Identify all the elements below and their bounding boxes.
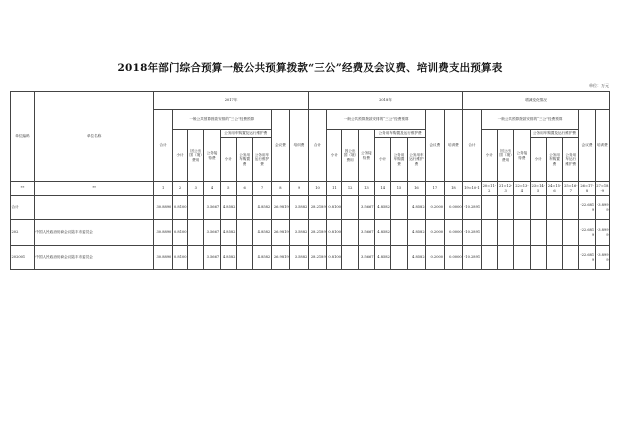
header-unit-name: 单位名称: [34, 92, 154, 182]
header-vehicle-purchase: 公务用车购置费: [236, 138, 252, 182]
amount-cell: 4.8582: [220, 246, 236, 270]
column-number-cell: 14: [375, 182, 391, 196]
column-number-cell: 22=13-4: [514, 182, 530, 196]
table-row: [11, 246, 610, 270]
amount-cell: 0.2000: [426, 196, 444, 220]
column-number-cell: 2: [172, 182, 187, 196]
amount-cell: 0.2000: [426, 246, 444, 270]
unit-code-cell: 202: [11, 220, 35, 246]
amount-cell: [391, 246, 407, 270]
header-total: 合计: [463, 110, 481, 182]
amount-cell: 26.9819: [271, 196, 289, 220]
amount-cell: 0.0000: [444, 220, 463, 246]
header-unit-code: 单位编码: [11, 92, 35, 182]
header-vehicle-purchase: 公务用车购置费: [546, 138, 562, 182]
amount-cell: 3.5882: [290, 196, 309, 220]
amount-cell: 26.9819: [271, 246, 289, 270]
amount-cell: [546, 246, 562, 270]
column-number-cell: 21=12-3: [497, 182, 513, 196]
column-number-cell: 7: [253, 182, 271, 196]
amount-cell: -22.6819: [579, 246, 595, 270]
amount-cell: [563, 196, 579, 220]
amount-cell: 0.8100: [327, 220, 342, 246]
amount-cell: [497, 220, 513, 246]
column-number-cell: 17: [426, 182, 444, 196]
column-number-cell: 12: [342, 182, 358, 196]
amount-cell: 3.5667: [204, 196, 220, 220]
header-subtotal: 小计: [220, 138, 236, 182]
amount-cell: 4.8582: [253, 220, 271, 246]
unit-label: 单位：万元: [589, 83, 609, 88]
column-number-cell: 19=10-1: [463, 182, 481, 196]
amount-cell: [481, 196, 497, 220]
column-number-cell: 5: [220, 182, 236, 196]
header-vehicle-run: 公务用车运行维护费: [407, 138, 425, 182]
amount-cell: [563, 246, 579, 270]
amount-cell: -22.6819: [579, 196, 595, 220]
header-training: 培训费: [595, 110, 609, 182]
header-vehicle-run: 公务用车运行维护费: [563, 138, 579, 182]
column-number-cell: 24=15-6: [546, 182, 562, 196]
amount-cell: [391, 196, 407, 220]
amount-cell: [497, 196, 513, 220]
column-number-cell: 18: [444, 182, 463, 196]
amount-cell: 3.5882: [290, 246, 309, 270]
amount-cell: 3.5667: [358, 220, 374, 246]
header-subtotal: 小计: [172, 130, 187, 182]
amount-cell: 4.8582: [253, 196, 271, 220]
amount-cell: 0.8100: [172, 196, 187, 220]
column-number-cell: **: [11, 182, 35, 196]
amount-cell: 3.5667: [204, 220, 220, 246]
amount-cell: 4.8582: [220, 196, 236, 220]
amount-cell: [342, 220, 358, 246]
column-number-cell: 6: [236, 182, 252, 196]
amount-cell: -10.2891: [463, 246, 481, 270]
header-vehicle-run: 公务用车运行维护费: [253, 138, 271, 182]
amount-cell: 30.8890: [154, 196, 172, 220]
amount-cell: [546, 220, 562, 246]
header-meeting: 会议费: [271, 110, 289, 182]
amount-cell: 0.8100: [172, 220, 187, 246]
header-subtotal: 小计: [327, 130, 342, 182]
header-year-2017: 2017年: [154, 92, 308, 110]
header-reception: 公务接待费: [204, 130, 220, 182]
amount-cell: [546, 196, 562, 220]
header-sangong: 一般公共预算拨款安排的“三公”经费预算: [481, 110, 579, 130]
column-number-cell: 15: [391, 182, 407, 196]
amount-cell: [514, 196, 530, 220]
header-abroad: 因公出国（境）费用: [188, 130, 204, 182]
amount-cell: 30.8890: [154, 246, 172, 270]
header-vehicle-purchase: 公务用车购置费: [391, 138, 407, 182]
header-subtotal: 小计: [530, 138, 546, 182]
unit-code-cell: 202001: [11, 246, 35, 270]
header-subtotal: 小计: [375, 138, 391, 182]
header-total: 合计: [154, 110, 172, 182]
column-number-cell: 23=14-5: [530, 182, 546, 196]
amount-cell: 4.8582: [407, 246, 425, 270]
unit-code-cell: 合计: [11, 196, 35, 220]
header-abroad: 因公出国（境）费用: [342, 130, 358, 182]
header-training: 培训费: [290, 110, 309, 182]
amount-cell: [563, 220, 579, 246]
amount-cell: -10.2891: [463, 196, 481, 220]
column-number-row: [11, 182, 610, 196]
amount-cell: [342, 246, 358, 270]
header-sangong: 一般公共预算拨款安排的“三公”经费预算: [172, 110, 271, 130]
amount-cell: -3.8999: [595, 196, 609, 220]
amount-cell: 4.8582: [375, 220, 391, 246]
amount-cell: 0.0000: [444, 246, 463, 270]
amount-cell: [342, 196, 358, 220]
amount-cell: [530, 220, 546, 246]
header-sangong: 一般公共预算拨款安排的“三公”经费预算: [327, 110, 426, 130]
column-number-cell: 8: [271, 182, 289, 196]
header-meeting: 会议费: [426, 110, 444, 182]
column-number-cell: **: [34, 182, 154, 196]
amount-cell: [497, 246, 513, 270]
column-number-cell: 26=17-8: [579, 182, 595, 196]
column-number-cell: 1: [154, 182, 172, 196]
amount-cell: [188, 196, 204, 220]
amount-cell: [188, 246, 204, 270]
column-number-cell: 10: [308, 182, 326, 196]
amount-cell: 3.5667: [358, 246, 374, 270]
header-vehicle: 公务用车购置及运行维护费: [220, 130, 271, 138]
column-number-cell: 25=16-7: [563, 182, 579, 196]
header-year-2018: 2018年: [308, 92, 462, 110]
amount-cell: 3.5667: [204, 246, 220, 270]
amount-cell: -10.2891: [463, 220, 481, 246]
header-total: 合计: [308, 110, 326, 182]
amount-cell: [514, 246, 530, 270]
unit-name-cell: [34, 196, 154, 220]
amount-cell: 0.0000: [444, 196, 463, 220]
amount-cell: [530, 196, 546, 220]
amount-cell: -3.8999: [595, 246, 609, 270]
column-number-cell: 4: [204, 182, 220, 196]
amount-cell: 4.8582: [375, 196, 391, 220]
amount-cell: 0.2000: [426, 220, 444, 246]
amount-cell: [236, 246, 252, 270]
amount-cell: 30.8890: [154, 220, 172, 246]
amount-cell: 0.8100: [172, 246, 187, 270]
amount-cell: 0.8100: [327, 196, 342, 220]
header-reception: 公务接待费: [514, 130, 530, 182]
amount-cell: -22.6819: [579, 220, 595, 246]
header-reception: 公务接待费: [358, 130, 374, 182]
column-number-cell: 11: [327, 182, 342, 196]
header-vehicle: 公务用车购置及运行维护费: [375, 130, 426, 138]
amount-cell: [530, 246, 546, 270]
amount-cell: 0.8100: [327, 246, 342, 270]
amount-cell: 28.2189: [308, 220, 326, 246]
column-number-cell: 27=18-9: [595, 182, 609, 196]
amount-cell: -3.8999: [595, 220, 609, 246]
header-subtotal: 小计: [481, 130, 497, 182]
unit-name-cell: 中国人民政治协商会议陆丰市委员会: [34, 220, 154, 246]
column-number-cell: 9: [290, 182, 309, 196]
amount-cell: 3.5882: [290, 220, 309, 246]
unit-name-cell: 中国人民政治协商会议陆丰市委员会: [34, 246, 154, 270]
amount-cell: 26.9819: [271, 220, 289, 246]
amount-cell: [481, 220, 497, 246]
amount-cell: [236, 196, 252, 220]
header-training: 培训费: [444, 110, 463, 182]
header-change: 增减变化情况: [463, 92, 610, 110]
amount-cell: [391, 220, 407, 246]
budget-table: [10, 91, 610, 270]
amount-cell: [514, 220, 530, 246]
header-abroad: 因公出国（境）费用: [497, 130, 513, 182]
table-row: [11, 220, 610, 246]
column-number-cell: 16: [407, 182, 425, 196]
table-row: [11, 196, 610, 220]
column-number-cell: 20=11-2: [481, 182, 497, 196]
amount-cell: 4.8582: [220, 220, 236, 246]
amount-cell: 28.2189: [308, 246, 326, 270]
amount-cell: [481, 246, 497, 270]
header-vehicle: 公务用车购置及运行维护费: [530, 130, 579, 138]
amount-cell: 3.5667: [358, 196, 374, 220]
column-number-cell: 3: [188, 182, 204, 196]
amount-cell: 4.8582: [375, 246, 391, 270]
column-number-cell: 13: [358, 182, 374, 196]
amount-cell: 4.8582: [407, 220, 425, 246]
header-meeting: 会议费: [579, 110, 595, 182]
page-title: 2018年部门综合预算一般公共预算拨款“三公”经费及会议费、培训费支出预算表: [117, 62, 503, 74]
amount-cell: [236, 220, 252, 246]
amount-cell: 28.2189: [308, 196, 326, 220]
amount-cell: [188, 220, 204, 246]
amount-cell: 4.8582: [407, 196, 425, 220]
amount-cell: 4.8582: [253, 246, 271, 270]
